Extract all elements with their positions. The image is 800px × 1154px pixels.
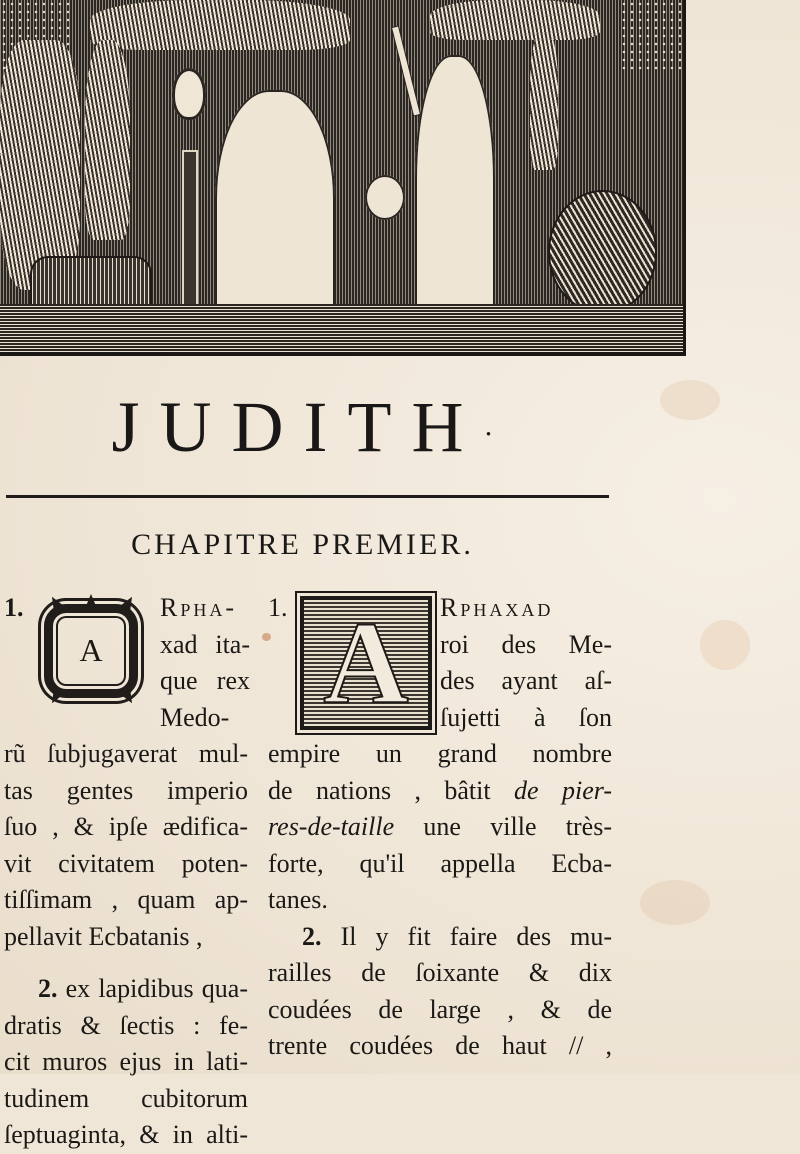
italic-span: res-de-taille <box>268 812 395 841</box>
verse-1-lead <box>4 590 248 736</box>
tent-drape-right <box>430 0 600 40</box>
woodcut-illustration <box>0 0 686 356</box>
text-line: coudées de large , & de <box>268 994 612 1024</box>
title-rule <box>6 495 609 498</box>
thorn-wreath-initial <box>36 596 146 706</box>
verse-2-first-line <box>268 919 612 956</box>
text-line: ſeptuaginta, & in alti- <box>4 1120 248 1149</box>
text-line: tanes. <box>268 885 328 914</box>
book-title-text: JUDITH <box>111 387 484 467</box>
text-line: tudinem cubitorum <box>4 1083 248 1113</box>
text-line: Rphaxad <box>440 593 554 622</box>
hanging-curtain-right <box>530 30 558 170</box>
chapter-heading: CHAPITRE PREMIER. <box>131 528 474 561</box>
text-line: vit civitatem poten- <box>4 848 248 878</box>
text-line: tas gentes imperio <box>4 775 248 805</box>
candle-flame <box>172 68 206 120</box>
text-line: Medo- <box>160 702 230 732</box>
italic-span: de pier- <box>514 775 613 805</box>
french-column <box>268 590 612 1065</box>
text-line: trente coudées de haut // , <box>268 1031 612 1060</box>
text-line: Rpha- <box>160 593 238 622</box>
text-line: empire un grand nombre <box>268 739 612 768</box>
text-line: xad ita- <box>160 629 250 659</box>
verse-number: 1. <box>4 593 24 622</box>
verse-number: 1. <box>268 593 288 622</box>
shield <box>548 190 657 314</box>
text-line: railles de ſoixante & dix <box>268 958 612 987</box>
text-line: cit muros ejus in lati- <box>4 1047 248 1076</box>
text-line: tiſſimam , quam ap- <box>4 885 248 914</box>
text-line: que rex <box>160 666 250 695</box>
verse-1-lead <box>268 590 612 736</box>
verse-spacer <box>4 955 248 971</box>
text-line: Il y fit faire des mu- <box>340 921 612 951</box>
text-line: rũ ſubjugaverat mul- <box>4 739 248 768</box>
servant-figure <box>215 90 335 330</box>
verse-number: 2. <box>302 921 322 951</box>
text-line <box>268 773 612 810</box>
floor-hatching <box>0 304 683 352</box>
text-span: une ville très- <box>394 812 612 841</box>
thorn-spike <box>86 594 96 606</box>
verse-2-first-line <box>4 971 248 1008</box>
judith-figure <box>415 55 495 330</box>
latin-column <box>4 590 248 1154</box>
severed-head <box>365 175 405 220</box>
title-dot: · <box>483 417 494 451</box>
verse-1-lead-text <box>160 590 250 736</box>
thorn-spike <box>122 690 137 705</box>
foxing-spot <box>640 880 710 925</box>
drop-initial-letter: A <box>79 632 103 668</box>
foxing-spot <box>700 620 750 670</box>
ornamental-initial <box>300 596 432 730</box>
tree-trunk <box>0 40 80 290</box>
text-line: ex lapidibus qua- <box>65 974 248 1003</box>
text-line: roi des Me- <box>440 629 612 659</box>
drop-initial-letter: A <box>323 597 409 728</box>
foxing-spot <box>660 380 720 420</box>
text-line: dratis & ſectis : fe- <box>4 1010 248 1040</box>
starry-sky-right <box>620 0 686 70</box>
verse-1-lead-text <box>440 590 612 736</box>
text-line: des ayant aſ- <box>440 666 612 695</box>
tent-drape-left <box>90 0 350 50</box>
text-line: ſuo , & ipſe ædifica- <box>4 812 248 841</box>
hanging-curtain-left <box>85 40 130 240</box>
text-line: forte, qu'il appella Ecba- <box>268 848 612 878</box>
verse-number: 2. <box>38 974 58 1003</box>
text-line: pellavit Ecbatanis , <box>4 921 203 951</box>
text-line <box>268 809 612 846</box>
book-title <box>0 382 605 479</box>
text-line: ſujetti à ſon <box>440 702 612 732</box>
text-span: de nations , bâtit <box>268 775 515 805</box>
